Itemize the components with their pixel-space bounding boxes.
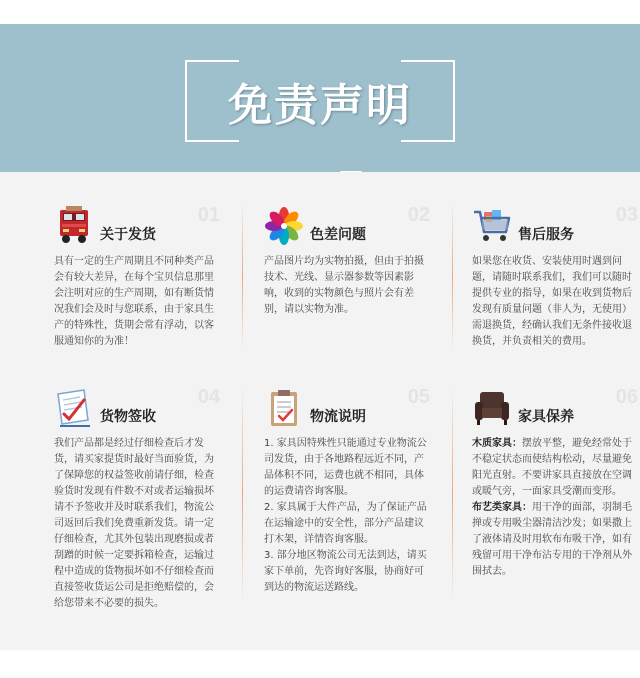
card-heading: 货物签收 [100,409,156,425]
title-frame [185,60,455,142]
divider [242,384,243,604]
card-paragraph-prefix: 布艺类家具： [472,502,532,513]
card-number: 03 [615,204,638,226]
card-paragraph: 具有一定的生产周期且不同种类产品会有较大差异，在每个宝贝信息那里会注明对应的生产周期，如有断货情况我们会及时与您联系，由于家具生产的特殊性，货期会常有浮动，以客服通知你的为准！ [54,256,214,347]
divider [452,384,453,604]
card-number: 02 [407,204,430,226]
truck-icon [54,206,94,246]
card-paragraph-text: 用干净的面部，羽制毛掸或专用吸尘器清洁沙发；如果撒上了液体请及时用软布布吸干净，如有残留可用干净布沾专用的干净剂从外围拭去。 [472,502,632,577]
card-number: 05 [407,386,430,408]
signed-form-icon [54,388,94,428]
card-body [264,254,430,318]
card-paragraph-text: 摆放平整，避免经常处于不稳定状态而使结构松动，尽量避免阳光直射。不要讲家具直接放在空调或暖气旁，一面家具受潮而变形。 [472,438,632,497]
divider [242,202,243,352]
card-paragraph-prefix: 木质家具： [472,438,522,449]
card-heading: 关于发货 [100,227,156,243]
card-paragraph: 产品图片均为实物拍摄，但由于拍摄技术、光线、显示器参数等因素影响，收到的实物颜色与照片会有差别，请以实物为准。 [264,256,424,315]
card-paragraph: 我们产品都是经过仔细检查后才发货，请买家提货时最好当面验货，为了保障您的权益签收前请仔细，检查验货时发现有件数不对或者运输损坏请不予签收并及时联系我们，物流公司返回后我们免费重新发货。请一定仔细检查，尤其外包装出现磨损或者刮蹭的时候一定要拆箱检查，运输过程中造成的货物损坏如不仔细检查而直接签收货运公司是拒绝赔偿的，会给您带来不必要的损失。 [54,438,214,609]
card-body [264,436,430,596]
color-wheel-icon [264,206,304,246]
armchair-icon [472,388,512,428]
card-heading: 售后服务 [518,227,574,243]
card-heading: 物流说明 [310,409,366,425]
card-heading: 家具保养 [518,409,574,425]
card-paragraph: 2. 家具属于大件产品，为了保证产品在运输途中的安全性，部分产品建议打木架，详情咨询客服。 [264,502,427,545]
card-body [54,436,220,612]
card-number: 01 [197,204,220,226]
card-paragraph-fabric [472,500,638,580]
card-paragraph: 如果您在收货、安装使用时遇到问题，请随时联系我们，我们可以随时提供专业的指导，如果在收到货物后发现有质量问题（非人为，无使用）需退换货，经确认我们无条件接收退换货，并负责相关的费用。 [472,256,632,347]
card-number: 04 [197,386,220,408]
disclaimer-content [0,172,640,650]
clipboard-checklist-icon [264,388,304,428]
card-paragraph: 3. 部分地区物流公司无法到达，请买家下单前，先咨询好客服，协商好可到达的物流运送路线。 [264,550,427,593]
card-body [54,254,220,350]
card-paragraph-wood [472,436,638,500]
card-heading: 色差问题 [310,227,366,243]
shopping-cart-icon [472,206,512,246]
card-body [472,254,638,350]
header-banner [0,24,640,172]
page-title: 免责声明 [228,80,412,131]
card-number: 06 [615,386,638,408]
card-paragraph: 1. 家具因特殊性只能通过专业物流公司发货，由于各地路程远近不同，产品体积不同，运费也就不相同，具体的运费请咨询客服。 [264,438,427,497]
divider [452,202,453,352]
card-body [472,436,638,580]
footer-space [0,650,640,678]
